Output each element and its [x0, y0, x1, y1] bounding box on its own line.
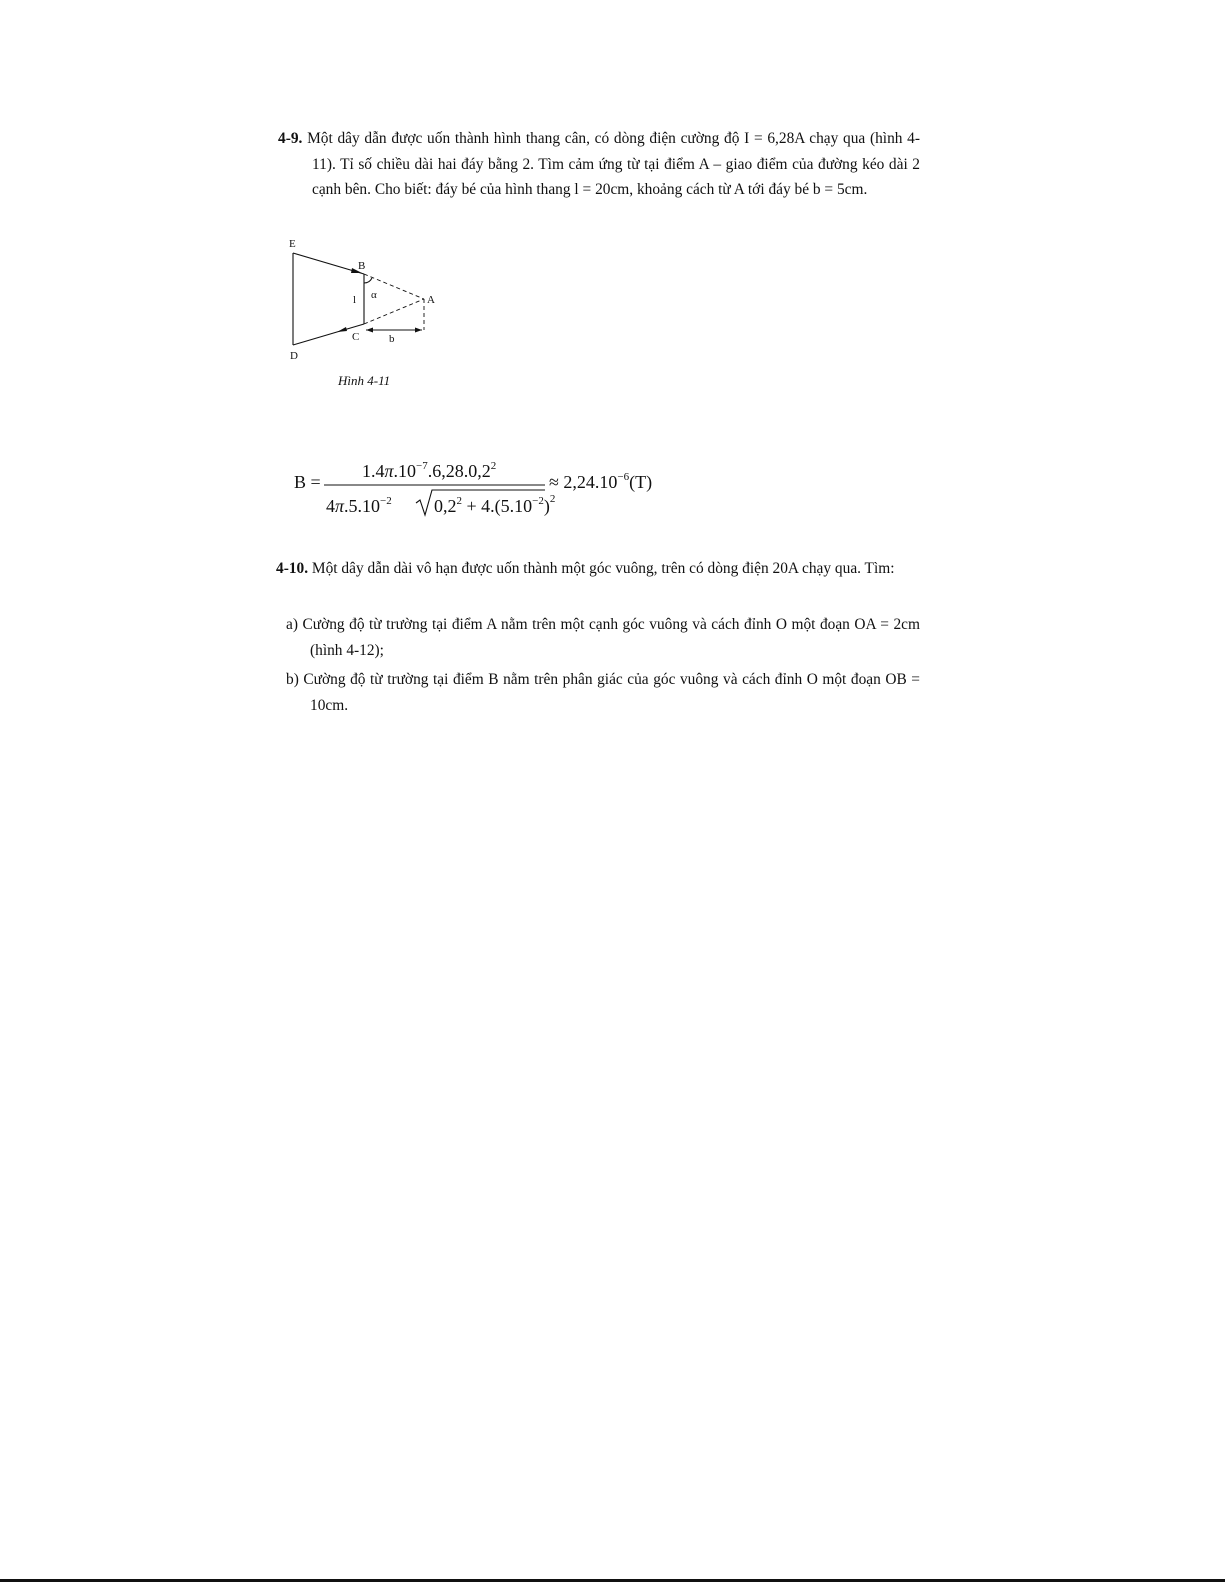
- angle-alpha-arc: [364, 278, 372, 283]
- statement-line: qua. Tìm:: [834, 560, 895, 577]
- figure-caption: Hình 4-11: [338, 373, 391, 388]
- label-e: E: [289, 238, 296, 250]
- problem-4-9-statement: [278, 126, 920, 203]
- formula-lhs: B =: [294, 472, 321, 492]
- extension-line-ca: [364, 299, 424, 324]
- problem-4-10-item-a: [286, 612, 920, 663]
- item-text: đoạn OB = 10cm.: [310, 671, 920, 714]
- formula-b: [292, 452, 672, 524]
- figure-4-11: [280, 232, 450, 372]
- statement-line: tới đáy bé b = 5cm.: [747, 181, 868, 199]
- problem-4-10-item-b: [286, 667, 920, 718]
- current-arrow-icon: [337, 327, 347, 332]
- label-l: l: [353, 294, 357, 306]
- problem-number: 4-10.: [276, 560, 309, 577]
- item-text: OA = 2cm (hình 4-12);: [310, 616, 920, 659]
- statement-line: Một dây dẫn được uốn thành hình thang cân, có dòng điện cường độ I = 6,28A chạy qua: [307, 130, 866, 147]
- label-c: C: [352, 331, 360, 343]
- label-a: A: [427, 294, 435, 306]
- label-alpha: α: [371, 289, 377, 301]
- page-bottom-rule: [0, 1579, 1225, 1582]
- label-b: B: [358, 260, 366, 272]
- item-marker: b): [286, 671, 299, 688]
- statement-line: đường kéo dài 2 cạnh bên. Cho biết: đáy bé của hình thang l = 20cm, khoảng cách từ A: [312, 155, 920, 199]
- statement-line: Một dây dẫn dài vô hạn được uốn thành một góc vuông, trên có dòng điện 20A chạy: [311, 560, 832, 577]
- item-marker: a): [286, 616, 298, 633]
- problem-4-10: [276, 556, 920, 582]
- label-b-distance: b: [389, 333, 395, 345]
- problem-4-10-intro: [276, 556, 920, 582]
- formula-denominator-root: $0,2^2 + 4.(5.10^{-2})^2$: [434, 493, 556, 516]
- arrowhead-icon: [415, 328, 422, 333]
- formula-rhs: ≈ $2,24.10^{-6}(T)$: [549, 471, 653, 492]
- item-text: Cường độ từ trường tại điểm B nằm trên phân giác của góc vuông và cách đỉnh O một: [303, 671, 847, 688]
- problem-number: 4-9.: [278, 130, 303, 147]
- problem-4-9: [278, 126, 920, 203]
- statement-line: (hình 4-11). Tỉ số chiều dài hai đáy bằng 2. Tìm cảm ứng từ tại điểm A – giao điểm của: [312, 130, 920, 173]
- formula-numerator: $1.4\pi.10^{-7}.6,28.0,2^2$: [362, 460, 497, 481]
- arrowhead-icon: [366, 328, 373, 333]
- formula-denominator-left: $4\pi.5.10^{-2}$: [326, 495, 392, 516]
- item-text: Cường độ từ trường tại điểm A nằm trên một cạnh góc vuông và cách đỉnh O một đoạn: [302, 616, 850, 633]
- label-d: D: [290, 350, 298, 362]
